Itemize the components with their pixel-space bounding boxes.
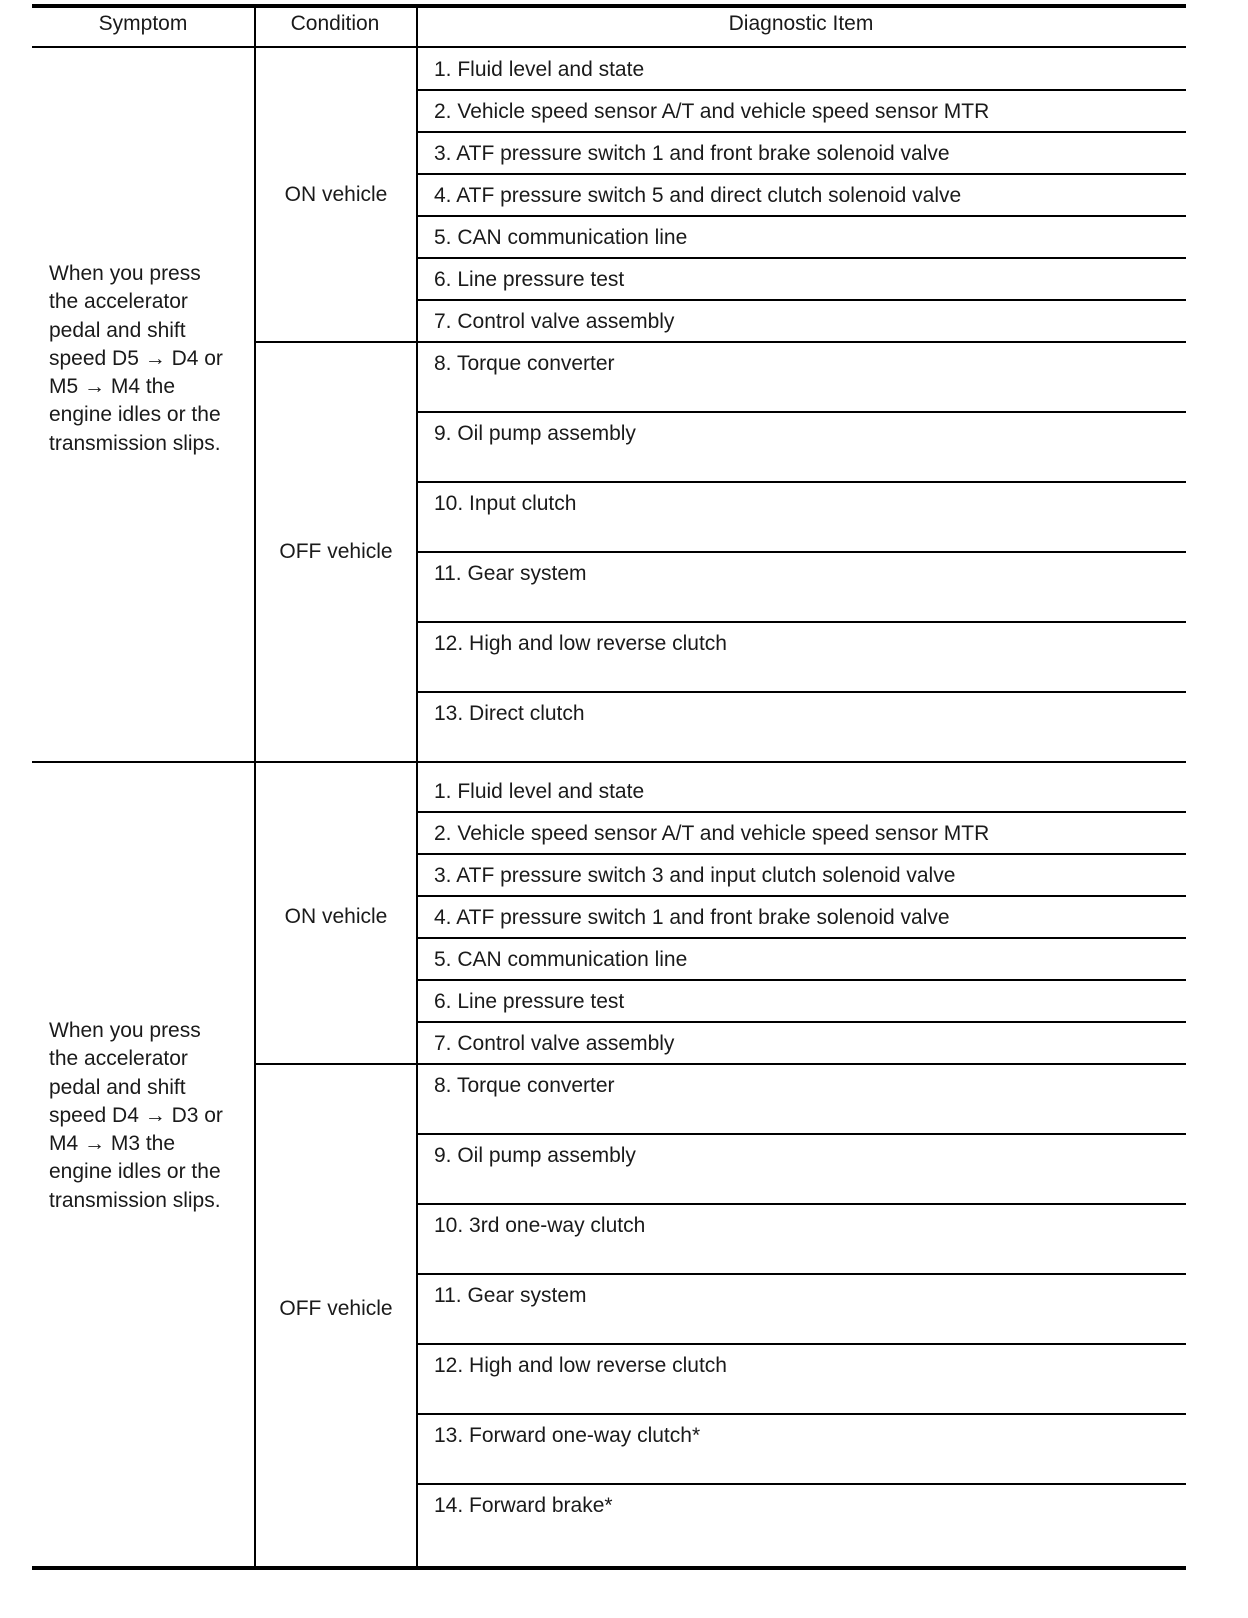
- diagnostic-item: 9. Oil pump assembly: [434, 422, 636, 445]
- header-condition: Condition: [290, 12, 380, 35]
- diagnostic-item: 13. Forward one-way clutch*: [434, 1424, 701, 1447]
- diagnostic-item: 11. Gear system: [434, 1284, 587, 1307]
- diagnostic-item: 4. ATF pressure switch 1 and front brake solenoid valve: [434, 906, 950, 929]
- diagnostic-item: 5. CAN communication line: [434, 226, 688, 249]
- symptom-line: the accelerator: [49, 290, 188, 314]
- symptom-line: pedal and shift: [49, 318, 186, 342]
- diagnostic-item: 9. Oil pump assembly: [434, 1144, 636, 1167]
- diagnostic-item: 14. Forward brake*: [434, 1494, 613, 1517]
- diagnostic-item: 13. Direct clutch: [434, 702, 585, 725]
- diagnostic-item: 8. Torque converter: [434, 1074, 615, 1097]
- diagnostic-item: 12. High and low reverse clutch: [434, 1354, 727, 1377]
- table-bottom-rule: [32, 1566, 1186, 1570]
- diagnostic-item: 5. CAN communication line: [434, 948, 688, 971]
- header-diagnostic-item: Diagnostic Item: [728, 12, 874, 35]
- diagnostic-item: 4. ATF pressure switch 5 and direct clutch solenoid valve: [434, 184, 962, 207]
- diagnostic-item: 10. Input clutch: [434, 492, 577, 515]
- diagnostic-item: 2. Vehicle speed sensor A/T and vehicle speed sensor MTR: [434, 822, 990, 845]
- diagnostic-item: 3. ATF pressure switch 3 and input clutch solenoid valve: [434, 864, 956, 887]
- symptom-line: speed D4 → D3 or: [49, 1103, 223, 1127]
- diagnostic-item: 7. Control valve assembly: [434, 310, 675, 333]
- symptom-line: the accelerator: [49, 1047, 188, 1071]
- symptom-line: M5 → M4 the: [49, 375, 176, 399]
- diagnostic-item: 11. Gear system: [434, 562, 587, 585]
- symptom-line: When you press: [49, 261, 201, 285]
- diagnostic-item: 12. High and low reverse clutch: [434, 632, 727, 655]
- symptom-line: speed D5 → D4 or: [49, 346, 223, 370]
- symptom-line: transmission slips.: [49, 1188, 221, 1212]
- symptom-text: [32, 1017, 254, 1215]
- symptom-line: M4 → M3 the: [49, 1132, 176, 1156]
- diagnostic-item: 1. Fluid level and state: [434, 780, 645, 803]
- condition-on-vehicle: ON vehicle: [284, 905, 388, 928]
- group-divider: [32, 761, 416, 763]
- header-symptom: Symptom: [98, 12, 188, 35]
- condition-off-vehicle: OFF vehicle: [279, 540, 393, 563]
- diagnostic-item: 6. Line pressure test: [434, 268, 625, 291]
- diagnostic-item: 3. ATF pressure switch 1 and front brake solenoid valve: [434, 142, 950, 165]
- diagnostic-item: 10. 3rd one-way clutch: [434, 1214, 646, 1237]
- diagnostic-item: 1. Fluid level and state: [434, 58, 645, 81]
- diagnostic-item: 7. Control valve assembly: [434, 1032, 675, 1055]
- symptom-line: When you press: [49, 1018, 201, 1042]
- diagnostic-item: 2. Vehicle speed sensor A/T and vehicle speed sensor MTR: [434, 100, 990, 123]
- item-divider: [416, 761, 1186, 763]
- diagnostic-item: 8. Torque converter: [434, 352, 615, 375]
- condition-on-vehicle: ON vehicle: [284, 183, 388, 206]
- symptom-line: engine idles or the: [49, 1160, 221, 1184]
- symptom-text: [32, 260, 254, 458]
- table-top-rule: [32, 4, 1186, 8]
- diagnostic-item: 6. Line pressure test: [434, 990, 625, 1013]
- condition-off-vehicle: OFF vehicle: [279, 1297, 393, 1320]
- symptom-line: pedal and shift: [49, 1075, 186, 1099]
- symptom-line: transmission slips.: [49, 431, 221, 455]
- symptom-line: engine idles or the: [49, 403, 221, 427]
